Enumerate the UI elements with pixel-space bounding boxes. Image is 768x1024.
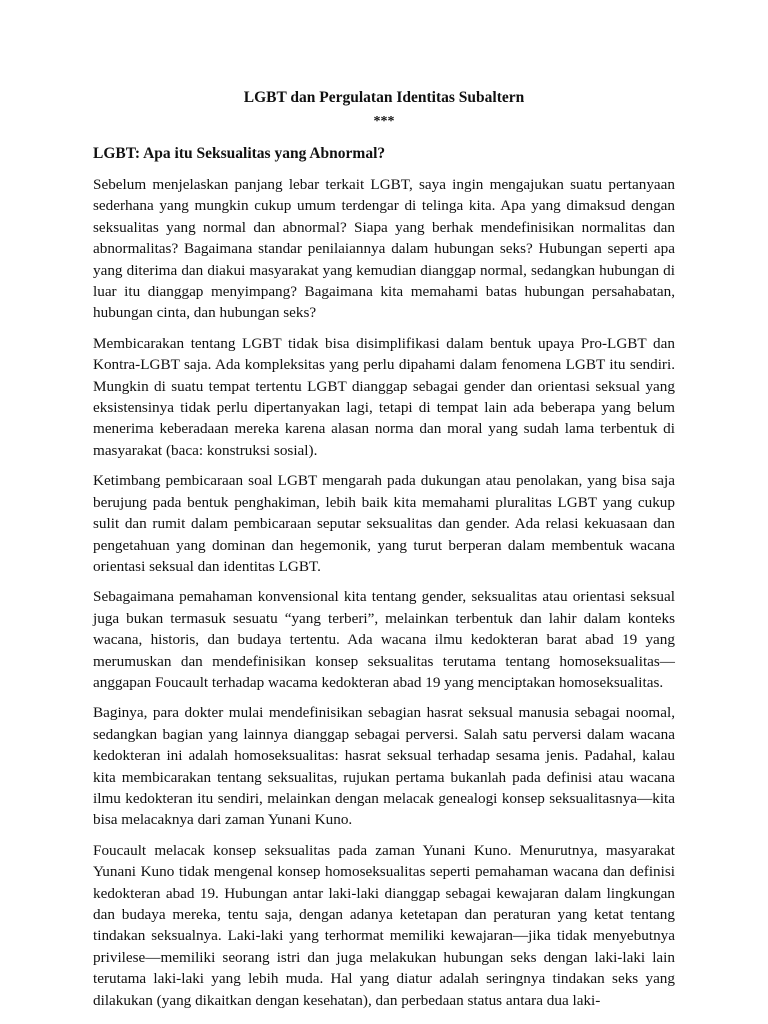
document-page xyxy=(93,88,675,1011)
paragraph-3: Ketimbang pembicaraan soal LGBT mengarah pada dukungan atau penolakan, yang bisa saja berujung pada bentuk penghakiman, lebih baik kita memahami pluralitas LGBT yang cukup sulit dan rumit dalam pembicaraan seputar seksualitas dan gender. Ada relasi kekuasaan dan pengetahuan yang dominan dan hegemonik, yang turut berperan dalam membentuk wacana orientasi seksual dan identitas LGBT. xyxy=(93,472,675,575)
paragraph-4: Sebagaimana pemahaman konvensional kita tentang gender, seksualitas atau orientasi seksual juga bukan termasuk sesuatu “yang terberi”, melainkan terbentuk dan lahir dalam konteks wacana, historis, dan budaya tertentu. Ada wacana ilmu kedokteran barat abad 19 yang merumuskan dan mendefinisikan konsep seksualitas terutama tentang homoseksualitas—anggapan Foucault terhadap wacama kedokteran abad 19 yang menciptakan homoseksualitas. xyxy=(93,588,675,691)
paragraph-2: Membicarakan tentang LGBT tidak bisa disimplifikasi dalam bentuk upaya Pro-LGBT dan Kontra-LGBT saja. Ada kompleksitas yang perlu dipahami dalam fenomena LGBT itu sendiri. Mungkin di suatu tempat tertentu LGBT dianggap sebagai gender dan orientasi seksual yang eksistensinya tidak perlu dipertanyakan lagi, tetapi di tempat lain ada beberapa yang belum menerima keberadaan mereka karena alasan norma dan moral yang sudah lama terbentuk di masyarakat (baca: konstruksi sosial). xyxy=(93,334,675,459)
paragraph-6: Foucault melacak konsep seksualitas pada zaman Yunani Kuno. Menurutnya, masyarakat Yunani Kuno tidak mengenal konsep homoseksualitas seperti pemahaman wacana dan definisi kedokteran abad 19. Hubungan antar laki-laki dianggap sebagai kewajaran dalam lingkungan dan budaya mereka, tentu saja, dengan adanya ketetapan dan peraturan yang ketat tentang tindakan seksualnya. Laki-laki yang terhormat memiliki kewajaran—jika tidak menyebutnya privilese—memiliki seorang istri dan juga melakukan hubungan seks dengan laki-laki lain terutama laki-laki yang lebih muda. Hal yang diatur adalah seringnya tindakan seks yang dilakukan (yang dikaitkan dengan kesehatan), dan perbedaan status antara dua laki- xyxy=(93,841,675,1009)
section-divider: *** xyxy=(373,114,395,129)
document-title: LGBT dan Pergulatan Identitas Subaltern xyxy=(243,89,525,106)
paragraph-1: Sebelum menjelaskan panjang lebar terkait LGBT, saya ingin mengajukan suatu pertanyaan sederhana yang mungkin cukup umum terdengar di telinga kita. Apa yang dimaksud dengan seksualitas yang normal dan abnormal? Siapa yang berhak mendefinisikan normalitas dan abnormalitas? Bagaimana standar penilaiannya dalam hubungan seks? Hubungan seperti apa yang diterima dan diakui masyarakat yang kemudian dianggap normal, sedangkan hubungan di luar itu dianggap menyimpang? Bagaimana kita memahami batas hubungan persahabatan, hubungan cinta, dan hubungan seks? xyxy=(93,176,675,322)
section-heading: LGBT: Apa itu Seksualitas yang Abnormal? xyxy=(93,145,386,162)
paragraph-5: Baginya, para dokter mulai mendefinisikan sebagian hasrat seksual manusia sebagai noomal, sedangkan bagian yang lainnya dianggap sebagai perversi. Salah satu perversi dalam wacana kedokteran ini adalah homoseksualitas: hasrat seksual terhadap sesama jenis. Padahal, kalau kita membicarakan tentang seksualitas, rujukan pertama bukanlah pada definisi atau wacana ilmu kedokteran itu sendiri, melainkan dengan melacak genealogi konsep seksualitasnya—kita bisa melacaknya dari zaman Yunani Kuno. xyxy=(93,704,675,829)
